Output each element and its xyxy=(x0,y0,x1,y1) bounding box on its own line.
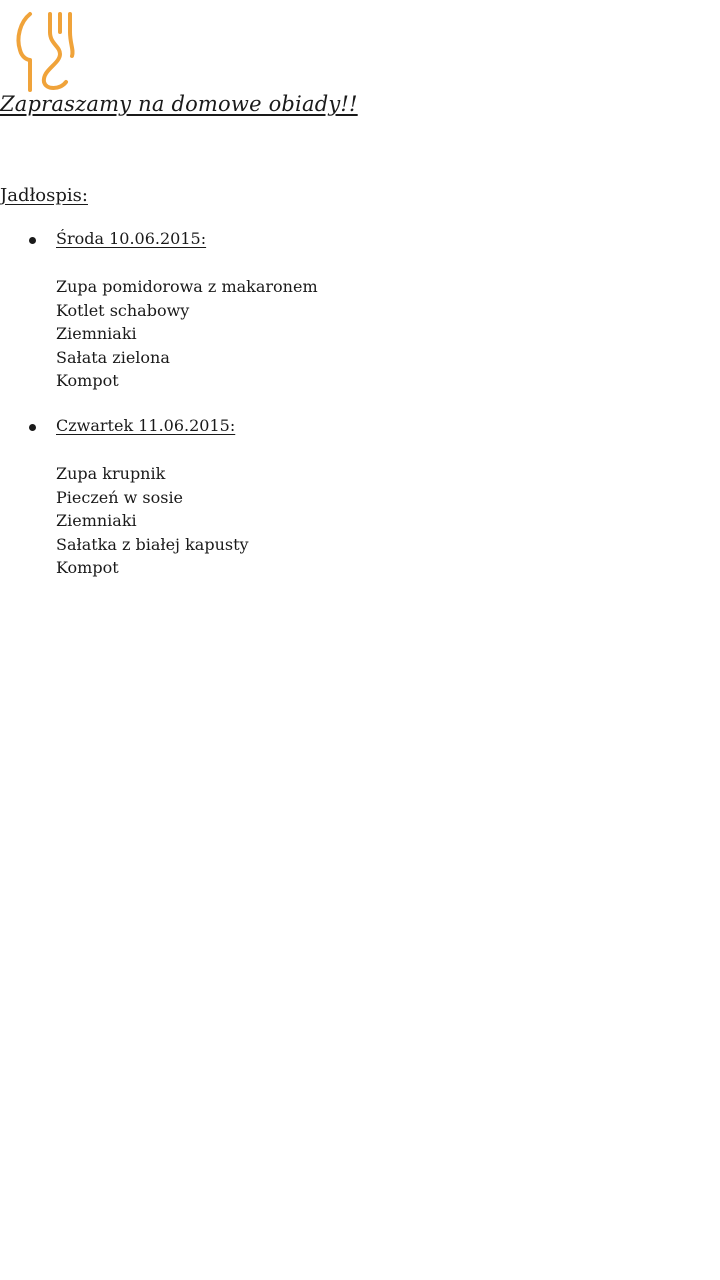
spoon-fork-logo-icon xyxy=(14,10,90,94)
day-title: Środa 10.06.2015: xyxy=(56,229,207,248)
day-section xyxy=(0,416,720,577)
day-title-row xyxy=(0,229,720,253)
bullet-icon xyxy=(29,424,36,431)
dish-list xyxy=(56,275,318,393)
day-title-row xyxy=(0,416,720,440)
dish-item: Sałata zielona xyxy=(56,347,170,367)
dish-item: Pieczeń w sosie xyxy=(56,487,184,507)
dish-item: Sałatka z białej kapusty xyxy=(56,534,249,554)
dish-item: Ziemniaki xyxy=(56,324,137,343)
dish-item: Ziemniaki xyxy=(56,511,137,530)
dish-item: Zupa krupnik xyxy=(56,464,166,483)
dish-item: Kompot xyxy=(56,371,119,390)
day-title: Czwartek 11.06.2015: xyxy=(56,416,236,435)
headline: Zapraszamy na domowe obiady!! xyxy=(0,92,358,116)
day-section xyxy=(0,229,720,390)
dish-item: Kompot xyxy=(56,558,119,577)
dish-list xyxy=(56,462,249,580)
dish-item: Zupa pomidorowa z makaronem xyxy=(56,277,318,296)
bullet-icon xyxy=(29,237,36,244)
menu-heading: Jadłospis: xyxy=(0,185,88,206)
dish-item: Kotlet schabowy xyxy=(56,300,190,320)
